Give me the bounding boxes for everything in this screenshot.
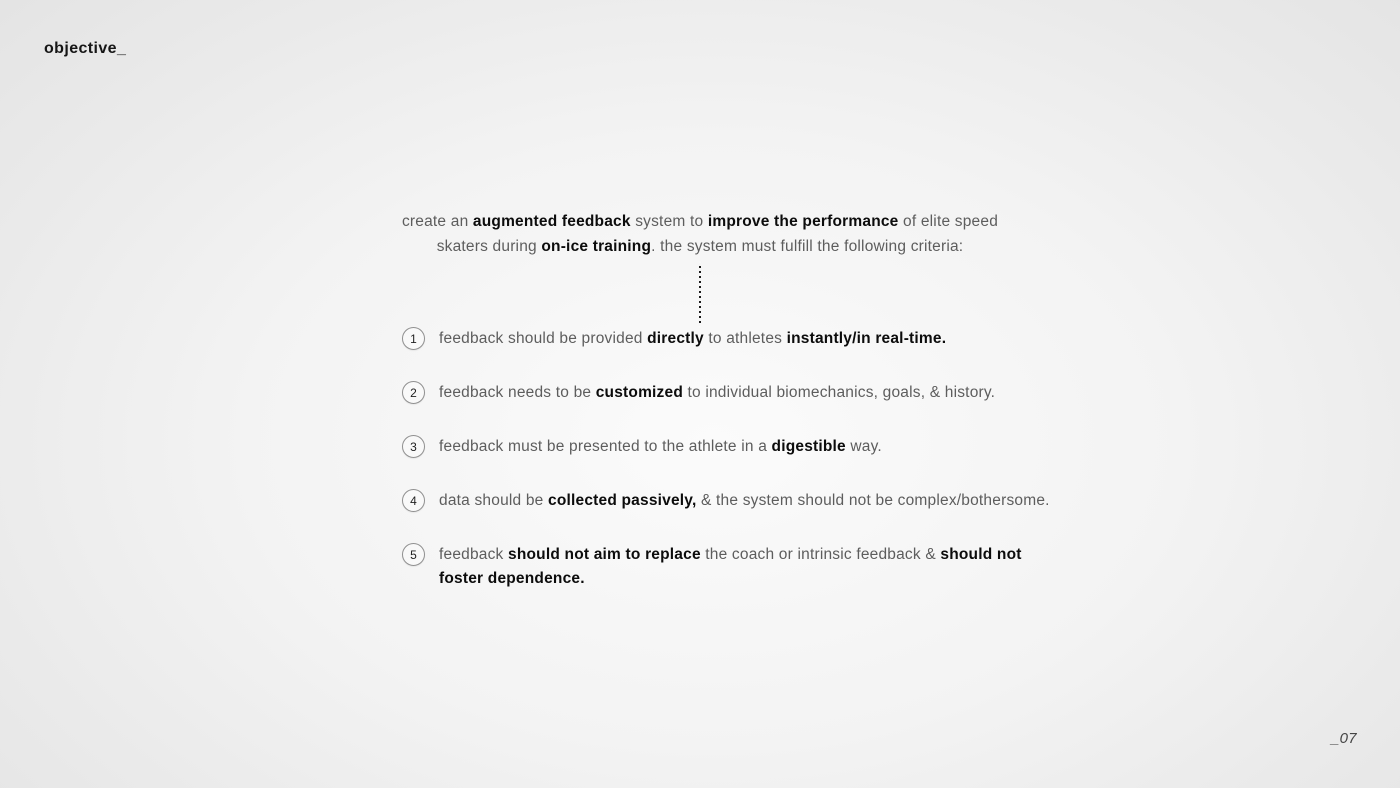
- emphasized-text: foster dependence.: [439, 570, 585, 587]
- body-text: the coach or intrinsic feedback &: [700, 546, 941, 563]
- body-text: feedback: [439, 546, 509, 563]
- emphasized-text: should not aim to replace: [508, 546, 701, 563]
- criterion-text-line: [439, 567, 1022, 591]
- criterion-number-badge: 5: [402, 543, 425, 566]
- page-title: objective_: [44, 40, 127, 57]
- criterion-row: [402, 543, 1050, 591]
- criterion-text: [439, 543, 1022, 591]
- criterion-number-badge: 2: [402, 381, 425, 404]
- body-text: system to: [630, 213, 708, 230]
- criterion-row: [402, 327, 1050, 351]
- body-text: data should be: [439, 492, 549, 509]
- emphasized-text: customized: [595, 384, 683, 401]
- body-text: to athletes: [703, 330, 787, 347]
- body-text: feedback must be presented to the athlete in a: [439, 438, 772, 455]
- objective-statement: [400, 210, 1000, 259]
- vertical-dotted-divider: [699, 266, 701, 323]
- emphasized-text: augmented feedback: [472, 213, 631, 230]
- criterion-number-badge: 1: [402, 327, 425, 350]
- emphasized-text: digestible: [771, 438, 846, 455]
- criterion-text-line: [439, 327, 946, 351]
- criterion-row: [402, 381, 1050, 405]
- emphasized-text: directly: [647, 330, 704, 347]
- body-text: create an: [401, 213, 473, 230]
- criterion-text: [439, 489, 1050, 513]
- criterion-text: [439, 327, 946, 351]
- criterion-text-line: [439, 381, 995, 405]
- emphasized-text: instantly/in real-time.: [786, 330, 947, 347]
- body-text: & the system should not be complex/bothersome.: [696, 492, 1050, 509]
- body-text: way.: [845, 438, 882, 455]
- body-text: to individual biomechanics, goals, & history.: [683, 384, 996, 401]
- criterion-number-badge: 4: [402, 489, 425, 512]
- criterion-text-line: [439, 489, 1050, 513]
- body-text: skaters during: [436, 237, 542, 255]
- body-text: . the system must fulfill the following criteria:: [651, 237, 964, 255]
- emphasized-text: should not: [940, 546, 1022, 563]
- body-text: feedback should be provided: [439, 330, 648, 347]
- criterion-number-badge: 3: [402, 435, 425, 458]
- body-text: of elite speed: [898, 213, 999, 230]
- criterion-text: [439, 381, 995, 405]
- criterion-text: [439, 435, 882, 459]
- page-number: _07: [1331, 730, 1357, 747]
- body-text: feedback needs to be: [439, 384, 596, 401]
- objective-statement-line: [400, 235, 1000, 260]
- criteria-list: [402, 327, 1050, 591]
- emphasized-text: improve the performance: [707, 213, 899, 230]
- objective-statement-line: [400, 210, 1000, 235]
- emphasized-text: collected passively,: [548, 492, 697, 509]
- criterion-row: [402, 435, 1050, 459]
- emphasized-text: on-ice training: [541, 237, 652, 255]
- criterion-row: [402, 489, 1050, 513]
- criterion-text-line: [439, 435, 882, 459]
- criterion-text-line: [439, 543, 1022, 567]
